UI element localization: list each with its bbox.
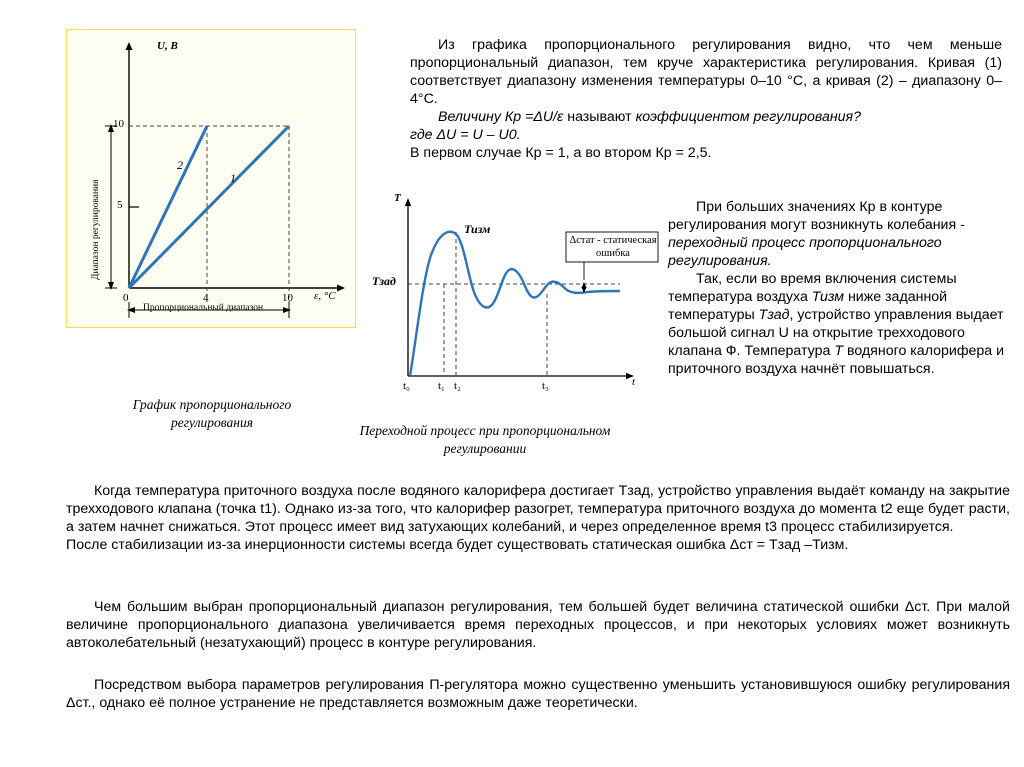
right-p1-part1: При больших значениях Кр в контуре регулирования могут возникнуть колебания - bbox=[668, 199, 965, 234]
bottom-paragraph-2: Посредством выбора параметров регулирования П-регулятора можно существенно уменьшить установившуюся ошибку регулирования Δст., однако её полное устранение не представляется возможным даже теоретически. bbox=[66, 677, 1010, 712]
figure-proportional-regulation bbox=[66, 29, 356, 328]
top-p2-part2: называют bbox=[567, 109, 632, 126]
text-block-bottom-1 bbox=[66, 598, 1010, 652]
figure1-ytick-10: 10 bbox=[113, 118, 124, 130]
figure1-x-range-label: Пропорциональный диапазон bbox=[143, 303, 264, 313]
right-p2-part4: водяного калорифера и приточного воздуха начнёт повышаться. bbox=[668, 343, 1005, 378]
right-p2-part3: , устройство управления выдает большой сигнал U на открытие трехходового клапана Ф. Температура bbox=[668, 307, 1004, 360]
figure1-xtick-0: 0 bbox=[123, 292, 129, 304]
right-p2-t: Т bbox=[834, 343, 843, 360]
right-p2-tizm: Тизм bbox=[811, 289, 845, 306]
figure1-curve-label-1: 1 bbox=[230, 171, 236, 185]
figure1-y-range-label: Диапазон регулирования bbox=[91, 179, 101, 280]
figure1-curve-label-2: 2 bbox=[177, 158, 183, 172]
top-paragraph-3: где ΔU = U – U0. bbox=[410, 127, 521, 144]
figure2-xtick-t1: t₁ bbox=[438, 380, 445, 392]
figure2-caption: Переходной процесс при пропорциональном регулировании bbox=[359, 423, 611, 457]
right-p2-part2: ниже заданной температуры bbox=[668, 289, 948, 324]
figure2-svg bbox=[370, 190, 660, 410]
right-paragraph-1 bbox=[668, 198, 1006, 270]
top-p2-part3: коэффициентом регулирования? bbox=[635, 109, 862, 126]
bottom-paragraph-1: Чем большим выбран пропорциональный диапазон регулирования, тем большей будет величина статической ошибки Δст. При малой величине пропорционального диапазона увеличивается время переходных процессов, и при некоторых условиях может возникнуть автоколебательный (незатухающий) процесс в контуре регулирования. bbox=[66, 599, 1010, 652]
figure-transient-process bbox=[370, 190, 660, 410]
figure2-xtick-t2: t₂ bbox=[454, 380, 461, 392]
right-p2-part1: Так, если во время включения системы температура воздуха bbox=[668, 271, 957, 306]
text-block-right bbox=[668, 198, 1006, 378]
figure1-svg bbox=[67, 30, 355, 327]
text-block-bottom-2 bbox=[66, 676, 1010, 712]
top-paragraph-2 bbox=[410, 108, 1002, 126]
figure2-xtick-t0: t₀ bbox=[403, 380, 410, 392]
figure2-y-axis-label: T bbox=[394, 192, 401, 204]
text-block-top bbox=[410, 36, 1002, 162]
mid-paragraph-2: После стабилизации из-за инерционности системы всегда будет существовать статическая ошибка Δст = Тзад –Тизм. bbox=[66, 537, 849, 554]
top-p2-part1: Величину Кр =ΔU/ε bbox=[438, 109, 564, 126]
right-paragraph-2 bbox=[668, 270, 1006, 378]
figure1-xtick-10: 10 bbox=[282, 292, 293, 304]
figure1-ytick-5: 5 bbox=[117, 199, 123, 211]
right-p2-tzad: Тзад bbox=[758, 307, 790, 324]
top-paragraph-1: Из графика пропорционального регулирования видно, что чем меньше пропорциональный диапазон, тем круче характеристика регулирования. Кривая (1) соответствует диапазону изменения температуры 0–10 °С, а кривая (2) – диапазону 0–4°С. bbox=[410, 37, 1002, 108]
text-block-middle bbox=[66, 482, 1010, 554]
figure1-xtick-4: 4 bbox=[203, 292, 209, 304]
figure2-label-tzad: Tзад bbox=[372, 274, 396, 288]
figure1-x-axis-label: ε, °С bbox=[314, 290, 336, 302]
figure2-label-tizm: Тизм bbox=[464, 222, 491, 236]
right-p1-part2: переходный процесс пропорционального регулирования. bbox=[668, 235, 942, 270]
figure2-x-axis-label: t bbox=[632, 376, 636, 388]
figure1-caption: График пропорционального регулирования bbox=[132, 397, 292, 431]
figure2-static-error-annotation: Δстат - статическая ошибка bbox=[569, 235, 657, 259]
figure1-y-axis-label: U, В bbox=[157, 40, 178, 52]
top-paragraph-4: В первом случае Кр = 1, а во втором Кр = 2,5. bbox=[410, 145, 712, 162]
figure2-xtick-t3: t₃ bbox=[542, 380, 549, 392]
mid-paragraph-1: Когда температура приточного воздуха после водяного калорифера достигает Тзад, устройство управления выдаёт команду на закрытие трехходового клапана (точка t1). Однако из-за того, что калорифер разогрет, температура приточного воздуха до момента t2 еще будет расти, а затем начнет снижаться. Этот процесс имеет вид затухающих колебаний, и через определенное время t3 процесс стабилизируется. bbox=[66, 483, 1010, 536]
